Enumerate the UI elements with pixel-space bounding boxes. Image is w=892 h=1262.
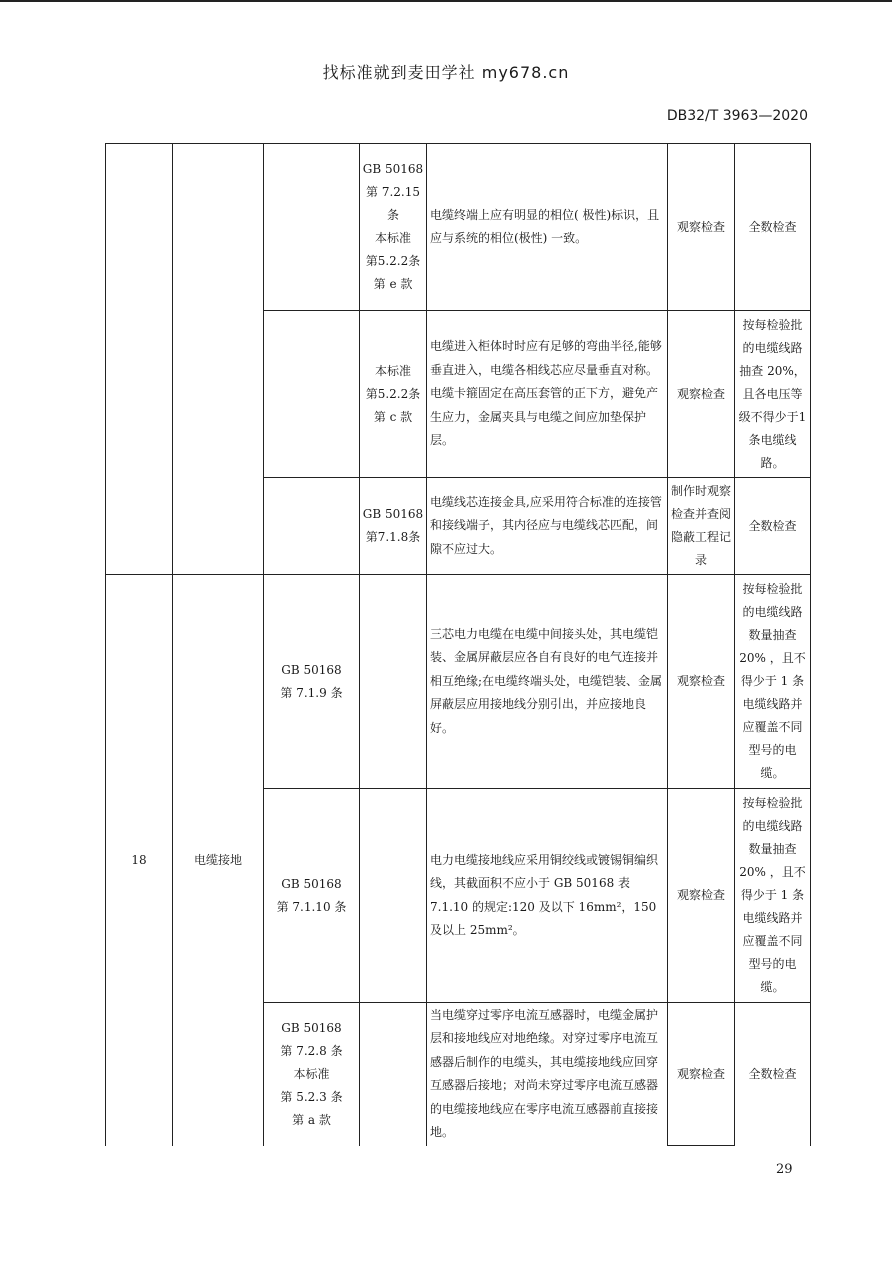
cell-main-ref-empty	[264, 311, 360, 478]
header-watermark: 找标准就到麦田学社 my678.cn	[322, 63, 570, 82]
cell-method: 观察检查	[668, 144, 735, 311]
cell-quantity: 按每检验批的电缆线路数量抽查20% ，且不得少于 1 条电缆线路并应覆盖不同型号的电缆。	[735, 789, 811, 1003]
cell-method: 观察检查	[668, 311, 735, 478]
inspection-table	[105, 143, 811, 1146]
cell-item-name: 电缆接地	[173, 575, 264, 1146]
cell-item-number: 18	[106, 575, 173, 1146]
cell-description: 电缆进入柜体时时应有足够的弯曲半径,能够垂直进入，电缆各相线芯应尽量垂直对称。电缆卡箍固定在高压套管的正下方，避免产生应力，金属夹具与电缆之间应加垫保护层。	[427, 311, 668, 478]
cell-main-ref-empty	[264, 478, 360, 575]
cell-description: 电缆终端上应有明显的相位( 极性)标识，且应与系统的相位(极性) 一致。	[427, 144, 668, 311]
cell-main-ref: GB 50168 第 7.2.8 条 本标准 第 5.2.3 条 第 a 款	[264, 1003, 360, 1146]
cell-quantity: 按每检验批的电缆线路数量抽查20% ，且不得少于 1 条电缆线路并应覆盖不同型号的电缆。	[735, 575, 811, 789]
cell-description: 电缆线芯连接金具,应采用符合标准的连接管和接线端子，其内径应与电缆线芯匹配，间隙不应过大。	[427, 478, 668, 575]
cell-description: 三芯电力电缆在电缆中间接头处，其电缆铠装、金属屏蔽层应各自有良好的电气连接并相互绝缘;在电缆终端头处，电缆铠装、金属屏蔽层应用接地线分别引出，并应接地良好。	[427, 575, 668, 789]
cell-main-ref-empty	[264, 144, 360, 311]
top-border	[0, 0, 892, 2]
page-number: 29	[776, 1162, 793, 1177]
cell-method: 观察检查	[668, 575, 735, 789]
cell-main-ref: GB 50168 第 7.1.10 条	[264, 789, 360, 1003]
cell-item-empty	[173, 144, 264, 575]
document-number: DB32/T 3963—2020	[666, 108, 808, 124]
table-row	[106, 575, 811, 789]
cell-main-ref: GB 50168 第 7.1.9 条	[264, 575, 360, 789]
cell-ref-empty	[360, 575, 427, 789]
table-row	[106, 144, 811, 311]
cell-quantity: 全数检查	[735, 478, 811, 575]
cell-quantity: 按每检验批的电缆线路抽查 20%，且各电压等级不得少于1 条电缆线路。	[735, 311, 811, 478]
cell-method: 制作时观察检查并查阅隐蔽工程记录	[668, 478, 735, 575]
cell-quantity: 全数检查	[735, 1003, 811, 1146]
cell-ref-empty	[360, 1003, 427, 1146]
cell-ref-empty	[360, 789, 427, 1003]
cell-no-empty	[106, 144, 173, 575]
cell-quantity: 全数检查	[735, 144, 811, 311]
cell-method: 观察检查	[668, 1003, 735, 1146]
cell-ref: GB 50168 第7.1.8条	[360, 478, 427, 575]
cell-ref: 本标准 第5.2.2条 第 c 款	[360, 311, 427, 478]
cell-description: 电力电缆接地线应采用铜绞线或镀锡铜编织线，其截面积不应小于 GB 50168 表 7.1.10 的规定:120 及以下 16mm²，150 及以上 25mm²。	[427, 789, 668, 1003]
cell-method: 观察检查	[668, 789, 735, 1003]
cell-description: 当电缆穿过零序电流互感器时，电缆金属护层和接地线应对地绝缘。对穿过零序电流互感器后制作的电缆头，其电缆接地线应回穿互感器后接地；对尚未穿过零序电流互感器的电缆接地线应在零序电流互感器前直接接地。	[427, 1003, 668, 1146]
cell-ref: GB 50168 第 7.2.15 条 本标准 第5.2.2条 第 e 款	[360, 144, 427, 311]
